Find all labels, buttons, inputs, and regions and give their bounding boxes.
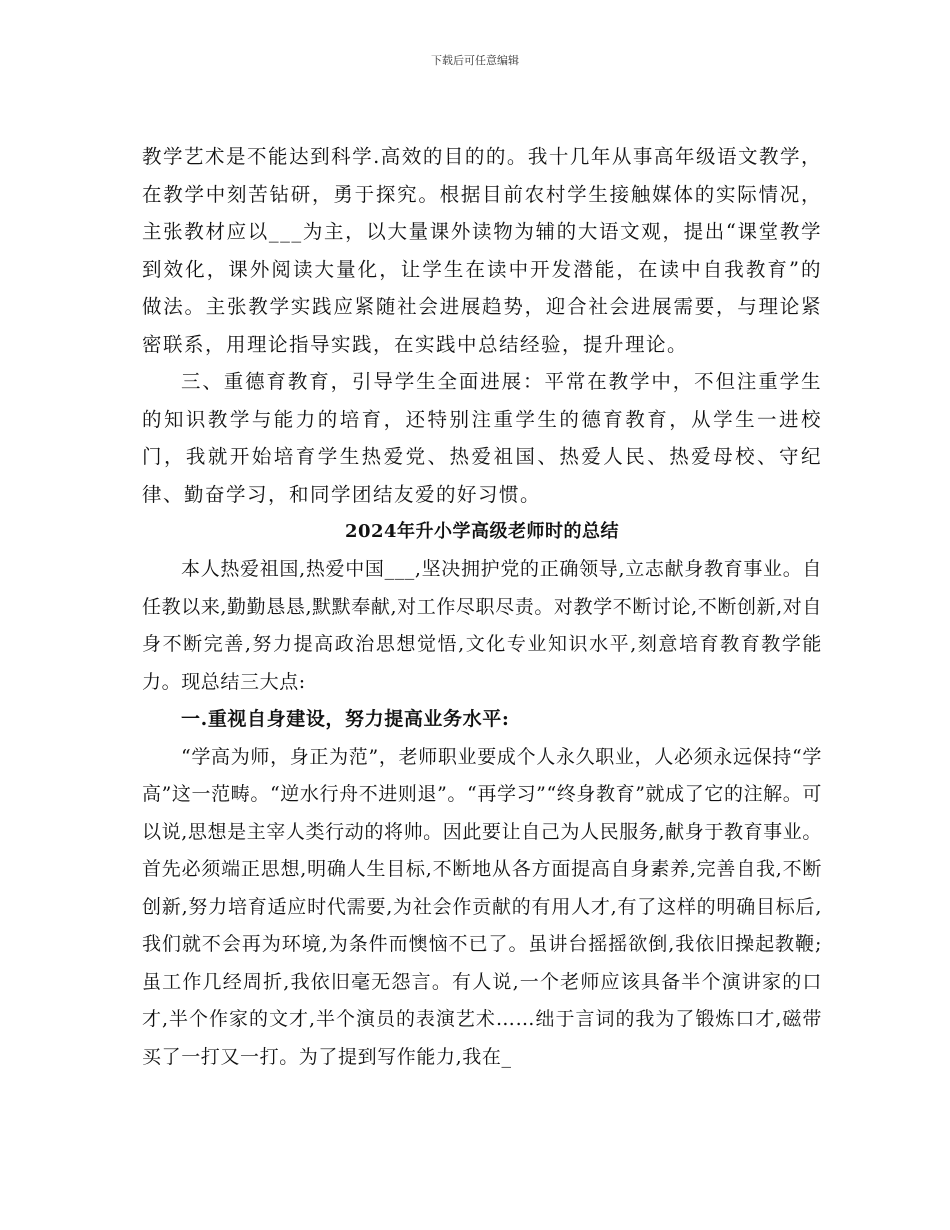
- section-title: 2024年升小学高级老师时的总结: [344, 521, 620, 542]
- paragraph-moral-education: 三、重德育教育，引导学生全面进展：平常在教学中，不但注重学生的知识教学与能力的培育，还特别注重学生的德育教育，从学生一进校门，我就开始培育学生热爱党、热爱祖国、热爱人民、热爱母校、守纪律、勤奋学习，和同学团结友爱的好习惯。: [142, 370, 822, 506]
- paragraph-point-1: “学高为师，身正为范”，老师职业要成个人永久职业，人必须永远保持“学高”这一范畴。“逆水行舟不进则退”。“再学习”“终身教育”就成了它的注解。可以说,思想是主宰人类行动的将帅。因此要让自己为人民服务,献身于教育事业。首先必须端正思想,明确人生目标,不断地从各方面提高自身素养,完善自我,不断创新,努力培育适应时代需要,为社会作贡献的有用人才,有了这样的明确目标后,我们就不会再为环境,为条件而懊恼不已了。虽讲台摇摇欲倒,我依旧操起教鞭;虽工作几经周折,我依旧毫无怨言。有人说,一个老师应该具备半个演讲家的口才,半个作家的文才,半个演员的表演艺术……绌于言词的我为了锻炼口才,磁带买了一打又一打。为了提到写作能力,我在_: [142, 745, 822, 1068]
- paragraph-summary-intro: 本人热爱祖国,热爱中国___,坚决拥护党的正确领导,立志献身教育事业。自任教以来,勤勤恳恳,默默奉献,对工作尽职尽责。对教学不断讨论,不断创新,对自身不断完善,努力提高政治思想觉悟,文化专业知识水平,刻意培育教育教学能力。现总结三大点:: [142, 558, 822, 693]
- page-header: 下载后可任意编辑: [431, 54, 519, 67]
- point-heading-1: 一.重视自身建设，努力提高业务水平:: [181, 708, 510, 730]
- paragraph-teaching-method: 教学艺术是不能达到科学.高效的目的的。我十几年从事高年级语文教学，在教学中刻苦钻研，勇于探究。根据目前农村学生接触媒体的实际情况，主张教材应以___为主，以大量课外读物为辅的大语文观，提出“课堂教学到效化，课外阅读大量化，让学生在读中开发潜能，在读中自我教育”的做法。主张教学实践应紧随社会进展趋势，迎合社会进展需要，与理论紧密联系，用理论指导实践，在实践中总结经验，提升理论。: [142, 145, 822, 356]
- document-body: [142, 138, 822, 1076]
